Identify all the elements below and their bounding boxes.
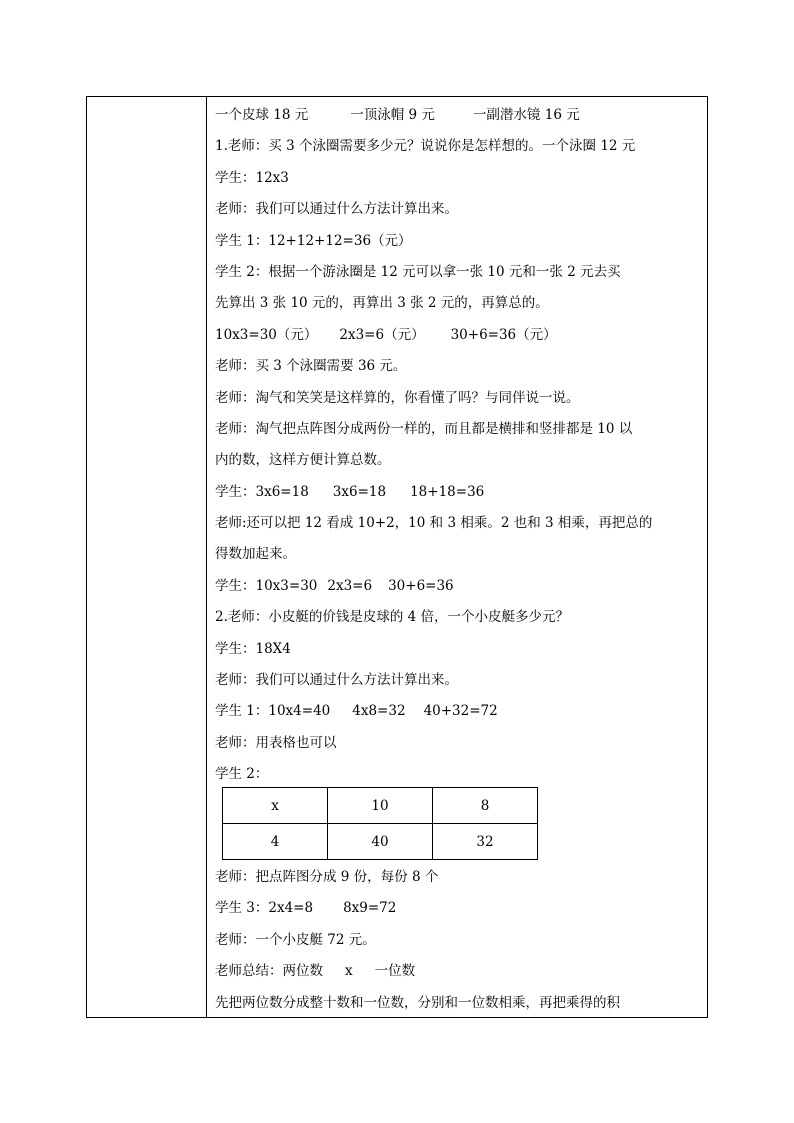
text-line: 内的数，这样方便计算总数。 [215,452,391,469]
price-goggles: 一副潜水镜 16 元 [472,107,580,123]
multiplication-grid [222,787,538,860]
text-line: 得数加起来。 [215,546,296,563]
calc-part: 10x3=30（元） [215,326,318,343]
text-line: 老师：淘气和笑笑是这样算的，你看懂了吗？与同伴说一说。 [215,389,580,406]
calc-part: 40+32=72 [423,703,498,720]
text-line: 先算出 3 张 10 元的，再算出 3 张 2 元的，再算总的。 [215,295,549,312]
calc-part: 学生 1：10x4=40 [215,703,331,720]
grid-cell: x [223,788,328,824]
grid-cell: 10 [328,788,433,824]
text-line: 老师：一个小皮艇 72 元。 [215,931,376,948]
text-line: 老师：淘气把点阵图分成两份一样的，而且都是横排和竖排都是 10 以 [215,420,633,437]
grid-cell: 40 [328,824,433,860]
text-line: 学生：18X4 [215,640,291,657]
grid-row [223,788,538,824]
calc-part: 2x3=6（元） [339,326,425,343]
summary-line [215,956,703,987]
calc-line [215,571,703,602]
grid-cell: 4 [223,824,328,860]
price-line [215,100,703,131]
text-line: 学生 2： [215,766,269,783]
grid-row [223,824,538,860]
text-line: 学生 1：12+12+12=36（元） [215,232,412,249]
calc-part: 30+6=36（元） [450,326,557,343]
calc-part: 学生 3：2x4=8 [215,900,314,917]
calc-line [215,893,703,924]
summary-part: 老师总结：两位数 [215,963,323,980]
price-cap: 一顶泳帽 9 元 [350,107,435,123]
table-column-divider [206,96,207,1018]
calc-part: 18+18=36 [410,483,485,500]
text-line: 先把两位数分成整十数和一位数，分别和一位数相乘，再把乘得的积 [215,994,620,1011]
lesson-content [215,100,703,791]
calc-line [215,696,703,727]
calc-part: 30+6=36 [388,577,454,594]
text-line: 学生：12x3 [215,169,289,186]
grid-cell: 8 [433,788,538,824]
calc-line [215,477,703,508]
lesson-content-after-table [215,862,703,1019]
text-line: 1.老师：买 3 个泳圈需要多少元？说说你是怎样想的。一个泳圈 12 元 [215,138,636,155]
text-line: 老师：把点阵图分成 9 份，每份 8 个 [215,869,439,885]
text-line: 老师:还可以把 12 看成 10+2，10 和 3 相乘。2 也和 3 相乘，再把总的 [215,515,653,532]
calc-part: 8x9=72 [343,900,397,917]
text-line: 老师：我们可以通过什么方法计算出来。 [215,201,458,218]
text-line: 老师：买 3 个泳圈需要 36 元。 [215,358,407,375]
grid-cell: 32 [433,824,538,860]
text-line: 2.老师：小皮艇的价钱是皮球的 4 倍，一个小皮艇多少元？ [215,609,570,626]
calc-part: 学生：3x6=18 [215,483,309,500]
calc-line [215,320,703,351]
calc-part: 2x3=6 [327,577,373,594]
text-line: 老师：用表格也可以 [215,734,337,751]
summary-part: x [345,963,353,980]
text-line: 学生 2：根据一个游泳圈是 12 元可以拿一张 10 元和一张 2 元去买 [215,263,621,280]
calc-part: 学生：10x3=30 [215,577,318,594]
calc-part: 4x8=32 [352,703,406,720]
text-line: 老师：我们可以通过什么方法计算出来。 [215,672,458,689]
summary-part: 一位数 [374,963,416,980]
calc-part: 3x6=18 [332,483,387,500]
price-ball: 一个皮球 18 元 [215,107,309,123]
